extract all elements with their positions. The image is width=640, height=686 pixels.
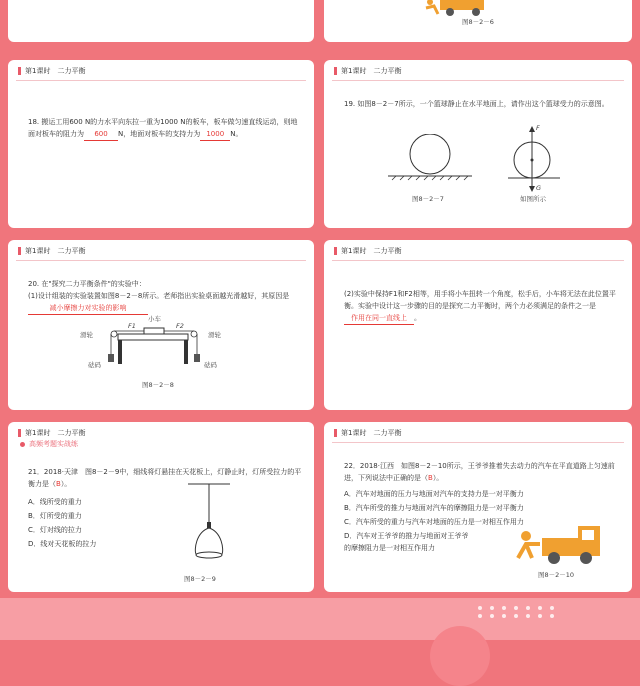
label-f1: F1 xyxy=(128,322,136,330)
slide-header: 第1课时 二力平衡 xyxy=(334,66,401,76)
figure-caption-8-2-6: 图8－2－6 xyxy=(462,18,494,26)
truck-illustration xyxy=(422,0,492,18)
bottom-banner xyxy=(0,598,640,640)
slide-header: 第1课时 二力平衡 xyxy=(18,428,85,438)
figure-caption-8-2-8: 图8－2－8 xyxy=(142,381,174,389)
label-weight-right: 砝码 xyxy=(204,361,217,369)
slide-q20 xyxy=(8,240,314,410)
option-d: D．汽车对王爷爷的推力与地面对王爷爷 xyxy=(344,532,469,540)
section-title: 高频考题实战练 xyxy=(20,438,78,450)
label-weight-left: 砝码 xyxy=(88,361,101,369)
label-pulley-right: 滑轮 xyxy=(208,331,221,339)
hanging-lamp-figure xyxy=(184,482,234,566)
figure-caption-8-2-9: 图8－2－9 xyxy=(184,575,216,583)
slide-header: 第1课时 二力平衡 xyxy=(18,66,85,76)
answer-caption: 如图所示 xyxy=(520,195,546,203)
question-18: 18. 搬运工用600 N的力水平向东拉一重为1000 N的板车，板车做匀速直线运动，则地面对板车的阻力为 600 N，地面对板车的支持力为 1000 N。 xyxy=(28,116,298,141)
slide-q22 xyxy=(324,422,632,592)
decorative-dots xyxy=(478,606,558,618)
question-20: 20. 在"探究二力平衡条件"的实验中： (1)设计组装的实验装置如图8－2－8所示。老师指出实验桌面越光滑越好，其原因是 减小摩擦力对实验的影响 xyxy=(28,278,300,315)
answer-blank-1: 600 xyxy=(84,128,118,141)
basketball-figure xyxy=(388,134,472,194)
answer-blank-2: 1000 xyxy=(200,128,230,141)
answer-blank-q20-2: 作用在同一直线上 xyxy=(344,312,414,325)
option-c: C．汽车所受的重力与汽车对地面的压力是一对相互作用力 xyxy=(344,518,524,526)
label-f2: F2 xyxy=(176,322,184,330)
option-d: D．线对天花板的拉力 xyxy=(28,540,97,548)
option-a: A．汽车对地面的压力与地面对汽车的支持力是一对平衡力 xyxy=(344,490,524,498)
option-d-cont: 的摩擦阻力是一对相互作用力 xyxy=(344,544,435,552)
slide-top-right xyxy=(324,0,632,42)
basketball-force-diagram xyxy=(504,126,564,196)
answer-blank-q20-1: 减小摩擦力对实验的影响 xyxy=(28,302,148,315)
answer-q21: B xyxy=(56,480,61,488)
option-c: C．灯对线的拉力 xyxy=(28,526,82,534)
slide-top-left xyxy=(8,0,314,42)
figure-caption-8-2-7: 图8－2－7 xyxy=(412,195,444,203)
question-19: 19. 如图8－2－7所示，一个篮球静止在水平地面上，请作出这个篮球受力的示意图。 xyxy=(344,100,609,108)
figure-caption-8-2-10: 图8－2－10 xyxy=(538,571,575,579)
option-b: B．汽车所受的推力与地面对汽车的摩擦阻力是一对平衡力 xyxy=(344,504,524,512)
slide-header: 第1课时 二力平衡 xyxy=(18,246,85,256)
question-22: 22．2018·江西 如图8－2－10所示，王爷爷推着失去动力的汽车在平直道路上匀速前进，下列说法中正确的是（B）。 xyxy=(344,462,615,482)
slide-header: 第1课时 二力平衡 xyxy=(334,246,401,256)
push-car-illustration xyxy=(514,518,604,566)
slide-q20-part2 xyxy=(324,240,632,410)
slide-q18 xyxy=(8,60,314,228)
slide-q19 xyxy=(324,60,632,228)
slide-header: 第1课时 二力平衡 xyxy=(334,428,401,438)
label-pulley-left: 滑轮 xyxy=(80,331,93,339)
slide-q21 xyxy=(8,422,314,592)
option-b: B．灯所受的重力 xyxy=(28,512,82,520)
force-label-f: F xyxy=(536,124,540,132)
label-cart: 小车 xyxy=(148,315,161,323)
option-a: A．线所受的重力 xyxy=(28,498,82,506)
question-20-part2: (2)实验中保持F1和F2相等，用手将小车扭转一个角度，松手后，小车将无法在此位置平衡。实验中设计这一步骤的目的是探究二力平衡时，两个力必须满足的条件之一是作用在同一直线上 。 xyxy=(344,288,618,325)
force-label-g: G xyxy=(536,184,542,192)
answer-q22: B xyxy=(428,474,433,482)
experiment-apparatus xyxy=(104,324,204,374)
question-21: 21．2018·天津 图8－2－9中，细线将灯悬挂在天花板上，灯静止时，灯所受拉力的平衡力是（B）。 xyxy=(28,468,302,488)
